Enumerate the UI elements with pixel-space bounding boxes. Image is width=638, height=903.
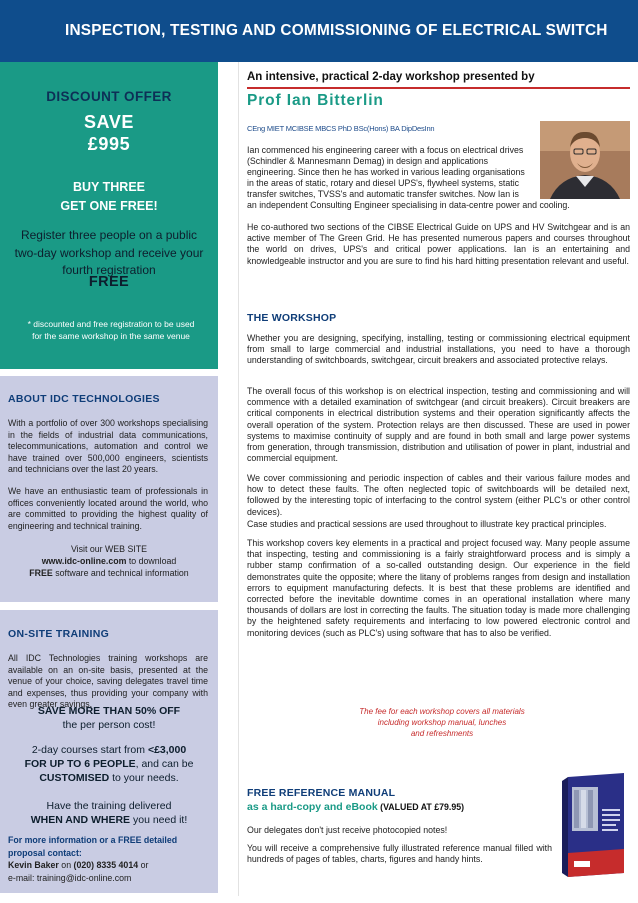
workshop-paragraph-3: We cover commissioning and periodic inspection of cables and their various failure modes and how to detect these faults. The often neglected topic of switchboards will be detailed next, followed by the interesting topic of interfacing to the control system (either PLC's or other control devices). [247, 473, 630, 517]
fee-note [322, 706, 562, 739]
onsite-paragraph: All IDC Technologies training workshops are available on an on-site basis, presented at the venue of your choice, saving delegates travel time and expenses, thus providing your company with even greater savings. [8, 653, 208, 709]
presenter-credentials: CEng MIET MCIBSE MBCS PhD BSc(Hons) BA DipDesInn [247, 124, 435, 133]
workshop-paragraph-5: This workshop covers key elements in a practical and project focused way. Many people assume that inspecting, testing and commissioning is a fairly straightforward process and is simply a rubber stamp confirmation of a so-called outstanding design. Our experience in the field demonstrates quite the opposite; where the litany of problems ranges from design and installation errors to equipment manufacturing defects. It is best that these problems are identified and corrected before the inevitable downtime comes in an operational installation where many thousands of dollars are lost in correcting the faults. The situation today is made more challenging by the heightened safety requirements and interfacing to low powered electronic control and monitoring devices (such as PLC's) using software that has to also be verified. [247, 538, 630, 638]
about-free-word: FREE [29, 568, 53, 578]
discount-note: * discounted and free registration to be used for the same workshop in the same venue [27, 319, 195, 341]
manual-paragraph-2: You will receive a comprehensive fully illustrated reference manual filled with hundreds of pages of tables, charts, figures and handy hints. [247, 843, 552, 865]
discount-register-text: Register three people on a public two-day workshop and receive your fourth registration [14, 228, 204, 277]
onsite-free-detailed: FREE detailed [117, 835, 178, 845]
workshop-heading: THE WORKSHOP [247, 312, 337, 324]
discount-offer-box [0, 62, 218, 369]
manual-subheading [247, 801, 464, 813]
bio-paragraph-2: He co-authored two sections of the CIBSE Electrical Guide on UPS and HV Switchgear and is an active member of The Green Grid. He has presented numerous papers and courses throughout the world on drives, UPS's and critical power applications. Ian is an entertaining and knowledgeable instructor and you are sure to find his hard hitting presentation relevant and useful. [247, 222, 630, 266]
bio-line-2: (Schindler & Mannesmann Demag) in design and applications [247, 156, 489, 166]
manual-valued: (VALUED AT £79.95) [377, 802, 465, 812]
onsite-courses-d: , and can be [135, 758, 194, 770]
discount-save: SAVE [83, 112, 135, 132]
workshop-paragraph-2: The overall focus of this workshop is on electrical inspection, testing and commissioning and will commence with a detailed examination of switchgear (and circuit breakers). Circuit breakers are critical components in electrical distribution systems and their operation significantly affects the overall operation of the system. Protection relays are then discussed. These are used in power systems to maximise continuity of supply and are found in both small and large power systems from generation, through transmission, distribution and utilisation of power in plant, industrial and commercial equipment. [247, 386, 630, 464]
onsite-need-it: you need it! [130, 814, 188, 826]
fee-line-2: including workshop manual, lunches [377, 718, 507, 727]
about-free-line [0, 567, 218, 579]
about-paragraph-1: With a portfolio of over 300 workshops specialising in the fields of industrial data communications, telecommunications, automation and control we have trained over 500,000 engineers, scientists and technicians over the last 20 years. [8, 418, 208, 474]
workshop-paragraph-1: Whether you are designing, specifying, installing, testing or commissioning electrical equipment from small to large commercial and industrial installations, you need to have a thorough understanding of switchboards, switchgear, circuit breakers and associated protective relays. [247, 333, 630, 366]
about-idc-box [0, 376, 218, 602]
onsite-save-more: SAVE MORE THAN 50% OFF [37, 705, 181, 717]
fee-line-1: The fee for each workshop covers all materials [359, 707, 525, 716]
bio-line-4: in the areas of static, rotary and diesel UPS's, flywheel systems, static [247, 178, 520, 188]
about-heading: ABOUT IDC TECHNOLOGIES [8, 393, 160, 405]
about-site-link[interactable]: www.idc-online.com [41, 556, 127, 566]
onsite-to-needs: to your needs. [109, 772, 179, 784]
onsite-when-where: WHEN AND WHERE [30, 814, 131, 826]
onsite-courses-a: 2-day courses start from [31, 744, 148, 756]
onsite-training-box [0, 610, 218, 893]
about-site-line [0, 555, 218, 567]
onsite-or: or [138, 860, 149, 870]
bottom-margin [0, 896, 638, 903]
page-banner [0, 0, 638, 62]
about-visit: Visit our WEB SITE [70, 544, 148, 554]
onsite-customised: CUSTOMISED [39, 772, 110, 784]
banner-title: INSPECTION, TESTING AND COMMISSIONING OF ELECTRICAL SWITCH [65, 22, 608, 39]
onsite-delivered [0, 799, 218, 827]
discount-get-one-free: GET ONE FREE! [60, 199, 158, 213]
book-cover-icon [562, 773, 628, 877]
onsite-contact [8, 834, 208, 884]
onsite-on: on [58, 860, 74, 870]
onsite-phone[interactable]: (020) 8335 4014 [73, 860, 139, 870]
workshop-paragraph-4: Case studies and practical sessions are used throughout to illustrate key practical principles. [247, 519, 607, 529]
manual-book-image [562, 773, 628, 877]
manual-paragraph-1: Our delegates don't just receive photocopied notes! [247, 825, 448, 835]
onsite-courses-c: FOR UP TO 6 PEOPLE [24, 758, 136, 770]
onsite-email[interactable]: e-mail: training@idc-online.com [8, 872, 132, 883]
red-rule [247, 87, 630, 89]
onsite-contact-name: Kevin Baker [8, 860, 59, 870]
onsite-courses-b: <£3,000 [147, 744, 187, 756]
about-to-download: to download [126, 556, 177, 566]
presenter-portrait-icon [540, 121, 630, 199]
bio-line-6: an independent Consulting Engineer specialising in data-centre power and cooling. [247, 200, 570, 210]
onsite-per-person: the per person cost! [62, 719, 156, 731]
bio-line-5: transfer switches, TVSS's and automatic transfer switches. Now Ian is [247, 189, 519, 199]
about-free-rest: software and technical information [52, 568, 189, 578]
manual-heading: FREE REFERENCE MANUAL [247, 787, 396, 799]
about-paragraph-2: We have an enthusiastic team of professionals in offices conveniently located around the world, who are committed to providing the highest quality of engineering and technical training. [8, 486, 208, 531]
bio-line-1: Ian commenced his engineering career with a focus on electrical drives [247, 145, 524, 155]
onsite-courses [0, 743, 218, 785]
presented-by: An intensive, practical 2-day workshop presented by [247, 71, 535, 83]
discount-title: DISCOUNT OFFER [46, 89, 172, 104]
discount-price: £995 [87, 134, 131, 154]
bio-line-3: engineering. Since then he has worked in various leading organisations [247, 167, 525, 177]
onsite-more-info: For more information or a [8, 835, 118, 845]
discount-buy-three: BUY THREE [72, 180, 145, 194]
presenter-name: Prof Ian Bitterlin [247, 92, 384, 109]
onsite-heading: ON-SITE TRAINING [8, 628, 110, 640]
discount-free: FREE [88, 274, 130, 290]
fee-line-3: and refreshments [410, 729, 474, 738]
presenter-photo [540, 121, 630, 199]
onsite-have-delivered: Have the training delivered [46, 800, 172, 812]
manual-sub: as a hard-copy and eBook [247, 801, 378, 813]
onsite-proposal: proposal contact: [8, 847, 82, 858]
column-divider [238, 62, 239, 896]
